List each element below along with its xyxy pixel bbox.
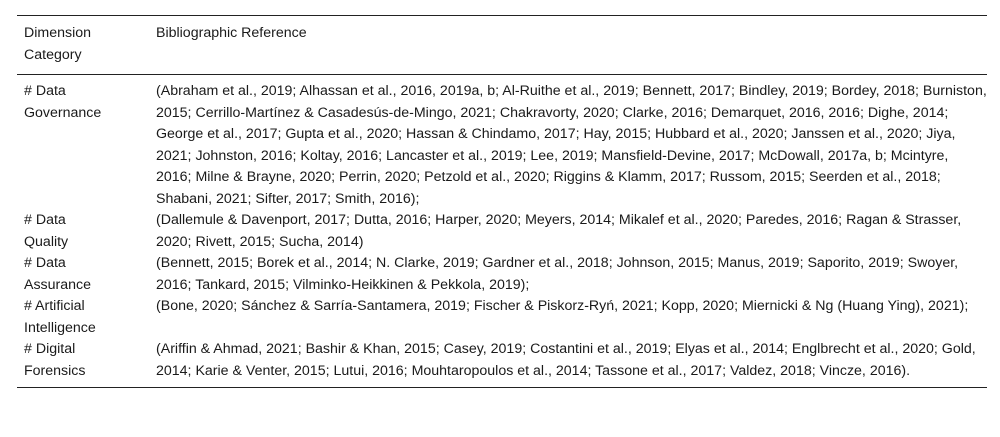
table-row <box>17 296 987 339</box>
reference-cell: (Ariffin & Ahmad, 2021; Bashir & Khan, 2015; Casey, 2019; Costantini et al., 2019; Elyas et al., 2014; Englbrecht et al., 2020; Gold, 2014; Karie & Venter, 2015; Lutui, 2016; Mouhtaropoulos et al., 2014; Tassone et al., 2017; Valdez, 2018; Vincze, 2016). <box>156 341 976 379</box>
category-cell: # Data Quality <box>24 212 69 250</box>
table-row <box>17 253 987 296</box>
reference-cell: (Dallemule & Davenport, 2017; Dutta, 2016; Harper, 2020; Meyers, 2014; Mikalef et al., 2020; Paredes, 2016; Ragan & Strasser, 2020; Rivett, 2015; Sucha, 2014) <box>156 212 962 250</box>
reference-cell: (Abraham et al., 2019; Alhassan et al., 2016, 2019a, b; Al-Ruithe et al., 2019; Bennett, 2017; Bindley, 2019; Bordey, 2018; Burniston, 2015; Cerrillo-Martínez & Casadesús-de-Mingo, 2021; Chakravorty, 2020; Clarke, 2016; Demarquet, 2016, 2016; Dighe, 2014; George et al., 2017; Gupta et al., 2020; Hassan & Chindamo, 2017; Hay, 2015; Hubbard et al., 2020; Janssen et al., 2020; Jiya, 2021; Johnston, 2016; Koltay, 2016; Lancaster et al., 2019; Lee, 2019; Mansfield-Devine, 2017; McDowall, 2017a, b; Mcintyre, 2016; Milne & Brayne, 2020; Perrin, 2020; Petzold et al., 2020; Riggins & Klamm, 2017; Russom, 2015; Seerden et al., 2018; Shabani, 2021; Sifter, 2017; Smith, 2016); <box>156 83 987 207</box>
references-table <box>17 15 987 388</box>
reference-cell: (Bennett, 2015; Borek et al., 2014; N. Clarke, 2019; Gardner et al., 2018; Johnson, 2015; Manus, 2019; Saporito, 2019; Swoyer, 2016; Tankard, 2015; Vilminko-Heikkinen & Pekkola, 2019); <box>156 255 959 293</box>
table-row <box>17 339 987 388</box>
table-row <box>17 210 987 253</box>
table-row <box>17 75 987 211</box>
reference-cell: (Bone, 2020; Sánchez & Sarría-Santamera, 2019; Fischer & Piskorz-Ryń, 2021; Kopp, 2020; Miernicki & Ng (Huang Ying), 2021); <box>156 298 969 314</box>
header-row <box>17 16 987 75</box>
category-cell: # Digital Forensics <box>24 341 86 379</box>
category-cell: # Artificial Intelligence <box>24 298 96 336</box>
category-cell: # Data Governance <box>24 83 102 121</box>
category-cell: # Data Assurance <box>24 255 92 293</box>
column-header-bibliographic-reference: Bibliographic Reference <box>156 25 307 41</box>
column-header-dimension-category: Dimension Category <box>24 25 92 63</box>
